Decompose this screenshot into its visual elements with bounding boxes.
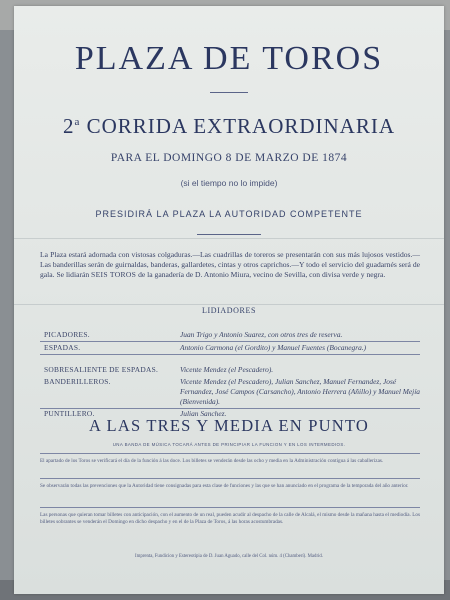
lidiador-role: ESPADAS. bbox=[44, 343, 81, 352]
notice-paragraph: Se observarán todas las prevenciones que la Autoridad tiene consignadas para esta clase de funciones y las que se han anunciado en el programa de la temporada del año anterior. bbox=[40, 483, 409, 489]
event-date: PARA EL DOMINGO 8 DE MARZO DE 1874 bbox=[110, 152, 348, 164]
weather-note: (si el tiempo no lo impide) bbox=[180, 178, 278, 188]
bulls-count: SEIS TOROS bbox=[91, 270, 137, 279]
intro-paragraph bbox=[40, 250, 420, 280]
corrida-number: 2 bbox=[62, 114, 75, 138]
poster-title: PLAZA DE TOROS bbox=[74, 40, 384, 77]
section-rule bbox=[40, 507, 420, 508]
section-rule bbox=[40, 354, 420, 355]
notice-paragraph: Las personas que quieran tomar billetes con anticipación, con el aumento de un real, pueden acudir al despacho de la calle de Alcalá, el mismo desde la mañana hasta el mediodía. Los billetes sobrantes se venderán el Domingo en dicho despacho y en el de la Plaza de Toros, á las horas acostumbradas. bbox=[40, 512, 420, 526]
section-rule bbox=[40, 341, 420, 342]
corrida-text: CORRIDA EXTRAORDINARIA bbox=[86, 114, 396, 138]
lidiadores-heading: LIDIADORES bbox=[202, 306, 256, 315]
intro-text-2: Se lidiarán bbox=[56, 270, 90, 279]
lidiador-names: Juan Trigo y Antonio Suarez, con otros tres de reserva. bbox=[180, 330, 343, 339]
music-band-note: UNA BANDA DE MÚSICA TOCARÁ ANTES DE PRINCIPIAR LA FUNCION Y EN LOS INTERMEDIOS. bbox=[112, 442, 346, 447]
lidiador-names: Antonio Carmona (el Gordito) y Manuel Fuentes (Bocanegra.) bbox=[180, 343, 367, 352]
corrida-heading bbox=[14, 114, 444, 139]
section-rule bbox=[40, 478, 420, 479]
ornament-divider bbox=[197, 234, 261, 235]
start-time: A LAS TRES Y MEDIA EN PUNTO bbox=[89, 416, 369, 435]
lidiador-role: PICADORES. bbox=[44, 330, 90, 339]
intro-text-3: de la ganadería de D. Antonio Miura, vecino de Sevilla, con divisa verde y negra. bbox=[138, 270, 386, 279]
lidiador-names: Vicente Mendez (el Pescadero). bbox=[180, 365, 274, 374]
fold-crease bbox=[14, 304, 444, 305]
fold-crease bbox=[14, 238, 444, 239]
corrida-ordinal: a bbox=[74, 116, 81, 128]
notice-paragraph: El apartado de los Toros se verificará el día de la función á las doce. Los billetes se venderán desde las ocho y media en la Administración contigua á las caballerizas. bbox=[40, 458, 384, 464]
lidiador-role: SOBRESALIENTE DE ESPADAS. bbox=[44, 365, 159, 374]
lidiador-role: BANDERILLEROS. bbox=[44, 377, 111, 386]
lidiador-names: Vicente Mendez (el Pescadero), Julian Sanchez, Manuel Fernandez, José Fernandez, José Campos (Carsancho), Antonio Herrera (Añillo) y Manuel Mejía (Bienvenida). bbox=[180, 377, 420, 406]
lidiador-names: Julian Sanchez. bbox=[180, 409, 227, 418]
poster-sheet bbox=[14, 6, 444, 594]
lidiador-role: PUNTILLERO. bbox=[44, 409, 95, 418]
printer-credit: Imprenta, Fundicion y Estereotipia de D. Juan Aguado, calle del Col. núm. 4 (Chamberí). Madrid. bbox=[135, 554, 323, 559]
intro-text: La Plaza estará adornada con vistosas colgaduras.—Las cuadrillas de toreros se presentarán con sus más lujosos vestidos.—Las banderillas serán de guirnaldas, banderas, gallardetes, cintas y otros caprichos.—Y todo el servicio del guadarnés será de gala. bbox=[40, 250, 420, 279]
presiding-authority: PRESIDIRÁ LA PLAZA LA AUTORIDAD COMPETENTE bbox=[95, 209, 363, 219]
section-rule bbox=[40, 408, 420, 409]
ornament-divider bbox=[210, 92, 248, 93]
section-rule bbox=[40, 453, 420, 454]
